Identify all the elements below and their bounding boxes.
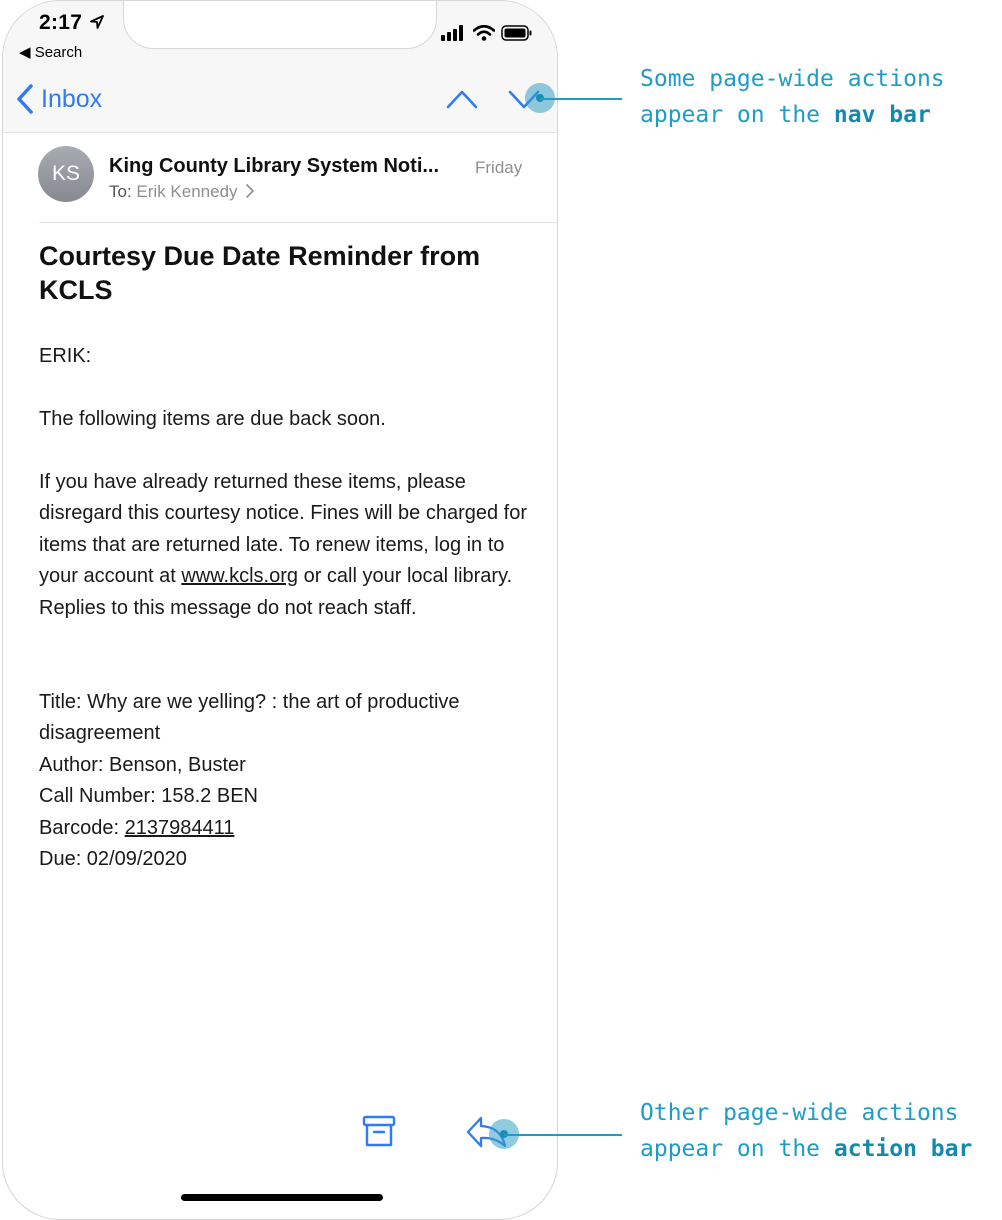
- nav-annotation-keyword: nav bar: [833, 102, 931, 128]
- action-annotation-keyword: action bar: [833, 1136, 973, 1162]
- barcode-link[interactable]: 2137984411: [124, 816, 235, 839]
- item-call-number: Call Number: 158.2 BEN: [39, 785, 258, 808]
- archive-button[interactable]: [361, 1115, 397, 1149]
- nav-bar-annotation: [640, 61, 945, 133]
- item-due-date: Due: 02/09/2020: [39, 848, 187, 871]
- action-bar-annotation: [640, 1095, 972, 1167]
- recipient-name: Erik Kennedy: [136, 182, 238, 201]
- chevron-right-icon: [245, 184, 255, 198]
- signal-icon: [441, 25, 467, 41]
- notice-text-1: If you have already returned these items, please disregard this courtesy notice. Fines will be charged for items that are returned late. To renew items, log in to your account at: [39, 471, 528, 588]
- to-label: To:: [109, 182, 132, 201]
- message-date: Friday: [475, 158, 523, 177]
- back-to-inbox-button[interactable]: [15, 83, 102, 115]
- action-bar-leader-line: [504, 1134, 622, 1136]
- notice-paragraph: [39, 467, 539, 624]
- battery-icon: [501, 25, 533, 41]
- sender-name[interactable]: King County Library System Noti...: [109, 155, 440, 177]
- item-title: Title: Why are we yelling? : the art of productive disagreement: [39, 691, 460, 745]
- location-arrow-icon: [89, 14, 105, 30]
- greeting: ERIK:: [39, 345, 92, 367]
- nav-annotation-line-1: Some page-wide actions: [640, 66, 945, 92]
- inbox-label: Inbox: [41, 84, 103, 113]
- status-indicators: [441, 25, 533, 41]
- header-divider: [39, 222, 558, 223]
- nav-bar-leader-line: [540, 98, 622, 100]
- wifi-icon: [473, 25, 495, 41]
- back-to-search-link[interactable]: ◀ Search: [19, 44, 83, 61]
- action-annotation-line-2-prefix: appear on the: [640, 1136, 834, 1162]
- previous-message-button[interactable]: [445, 87, 479, 111]
- item-author: Author: Benson, Buster: [39, 753, 246, 776]
- sender-avatar: KS: [38, 146, 94, 202]
- notice-text-2: or call your local library. Replies to this message do not reach staff.: [39, 565, 513, 619]
- nav-annotation-line-2-prefix: appear on the: [640, 102, 834, 128]
- message-subject: Courtesy Due Date Reminder from KCLS: [39, 241, 481, 305]
- item-details: [39, 687, 539, 875]
- status-time: 2:17: [39, 11, 83, 34]
- chevron-left-icon: [15, 83, 35, 115]
- device-notch: [123, 0, 437, 49]
- barcode-label: Barcode:: [39, 816, 125, 839]
- action-annotation-line-1: Other page-wide actions: [640, 1100, 959, 1126]
- recipient-line[interactable]: [109, 182, 255, 202]
- phone-frame: [2, 0, 558, 1220]
- home-indicator: [181, 1194, 383, 1201]
- intro-paragraph: The following items are due back soon.: [39, 408, 386, 430]
- kcls-website-link[interactable]: www.kcls.org: [181, 565, 299, 588]
